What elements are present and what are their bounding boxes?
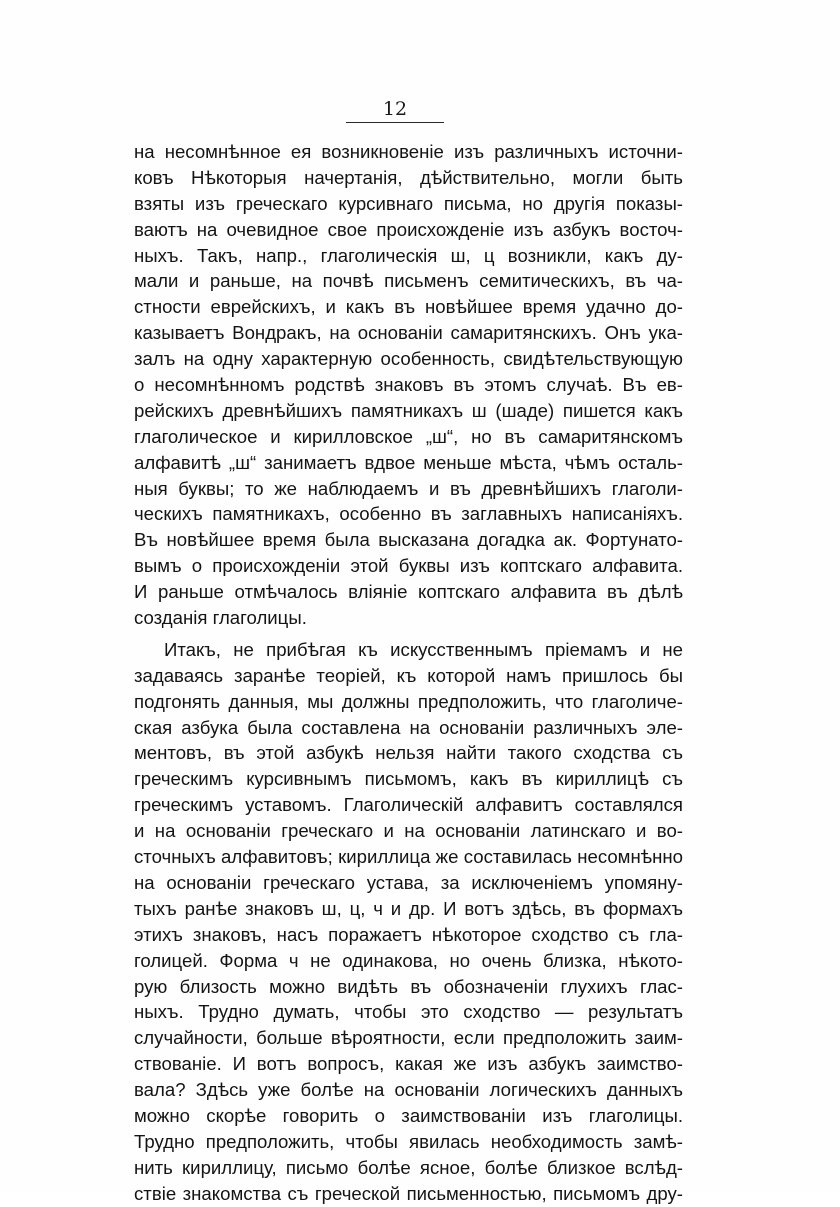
text-line: взяты изъ греческаго курсивнаго письма, но другія показы- — [134, 192, 683, 214]
paragraph-1 — [134, 139, 683, 631]
text-line: ныхъ. Трудно думать, чтобы это сходство — результатъ — [134, 1001, 683, 1023]
text-line: на несомнѣнное ея возникновеніе изъ различныхъ источни- — [134, 141, 683, 162]
text-line: вала? Здѣсь уже болѣе на основаніи логическихъ данныхъ — [134, 1079, 683, 1101]
text-line: подгонять данныя, мы должны предположить, что глаголиче- — [134, 690, 683, 712]
text-line: ствованіе. И вотъ вопросъ, какая же изъ азбукъ заимство- — [134, 1053, 683, 1075]
text-line: рую близость можно видѣть въ обозначеніи глухихъ глас- — [134, 975, 683, 997]
text-line: рейскихъ древнѣйшихъ памятникахъ ш (шаде) пишется какъ — [134, 399, 683, 421]
text-line: ствіе знакомства съ греческой письменностью, письмомъ дру- — [134, 1182, 683, 1204]
text-line: задаваясь заранѣе теоріей, къ которой намъ пришлось бы — [134, 664, 683, 686]
text-line: Въ новѣйшее время была высказана догадка ак. Фортунато- — [134, 529, 683, 551]
text-line: созданія глаголицы. — [134, 607, 307, 629]
text-line: И раньше отмѣчалось вліяніе коптскаго алфавита въ дѣлѣ — [134, 581, 683, 603]
text-line: нить кириллицу, письмо болѣе ясное, болѣе близкое вслѣд- — [134, 1156, 683, 1178]
text-line: ментовъ, въ этой азбукѣ нельзя найти такого сходства съ — [134, 742, 683, 764]
text-line: и на основаніи греческаго и на основаніи латинскаго и во- — [134, 820, 683, 842]
text-line: случайности, больше вѣроятности, если предположить заим- — [134, 1027, 683, 1049]
body-text — [134, 139, 683, 1207]
text-line: глаголическое и кирилловское „ш“, но въ самаритянскомъ — [134, 425, 683, 447]
text-line: казываетъ Вондракъ, на основаніи самаритянскихъ. Онъ ука- — [134, 322, 683, 344]
page-number: 12 — [382, 98, 408, 120]
text-line: ныхъ. Такъ, напр., глаголическія ш, ц возникли, какъ ду- — [134, 244, 683, 266]
text-line: ческихъ памятникахъ, особенно въ заглавныхъ написаніяхъ. — [134, 503, 683, 525]
paragraph-2 — [134, 637, 683, 1207]
text-line: Итакъ, не прибѣгая къ искусственнымъ пріемамъ и не — [164, 638, 683, 660]
text-line: мали и раньше, на почвѣ письменъ семитическихъ, въ ча- — [134, 270, 683, 292]
text-line: стности еврейскихъ, и какъ въ новѣйшее время удачно до- — [134, 296, 683, 318]
header-rule — [346, 122, 444, 123]
text-line: можно скорѣе говорить о заимствованіи изъ глаголицы. — [134, 1104, 683, 1126]
text-line: сточныхъ алфавитовъ; кириллица же составилась несомнѣнно — [134, 846, 683, 868]
text-line: греческимъ уставомъ. Глаголическій алфавитъ составлялся — [134, 794, 683, 816]
text-line: голицей. Форма ч не одинакова, но очень близка, нѣкото- — [134, 949, 683, 971]
text-line: о несомнѣнномъ родствѣ знаковъ въ этомъ случаѣ. Въ ев- — [134, 374, 683, 396]
text-line: вымъ о происхожденіи этой буквы изъ коптскаго алфавита. — [134, 555, 683, 577]
text-line: ныя буквы; то же наблюдаемъ и въ древнѣйшихъ глаголи- — [134, 477, 683, 499]
text-line: ваютъ на очевидное свое происхожденіе изъ азбукъ восточ- — [134, 218, 683, 240]
text-line: залъ на одну характерную особенность, свидѣтельствующую — [134, 348, 683, 370]
text-line: этихъ знаковъ, насъ поражаетъ нѣкоторое сходство съ гла- — [134, 923, 683, 945]
text-line: тыхъ ранѣе знаковъ ш, ц, ч и др. И вотъ здѣсь, въ формахъ — [134, 897, 683, 919]
text-line: Трудно предположить, чтобы явилась необходимость замѣ- — [134, 1130, 683, 1152]
text-line: алфавитѣ „ш“ занимаетъ вдвое меньше мѣста, чѣмъ осталь- — [134, 451, 683, 473]
text-line: ковъ Нѣкоторыя начертанія, дѣйствительно, могли быть — [134, 166, 683, 188]
text-line: ская азбука была составлена на основаніи различныхъ эле- — [134, 716, 683, 738]
text-line: на основаніи греческаго устава, за исключеніемъ упомяну- — [134, 871, 683, 893]
text-line: греческимъ курсивнымъ письмомъ, какъ въ кириллицѣ съ — [134, 768, 683, 790]
